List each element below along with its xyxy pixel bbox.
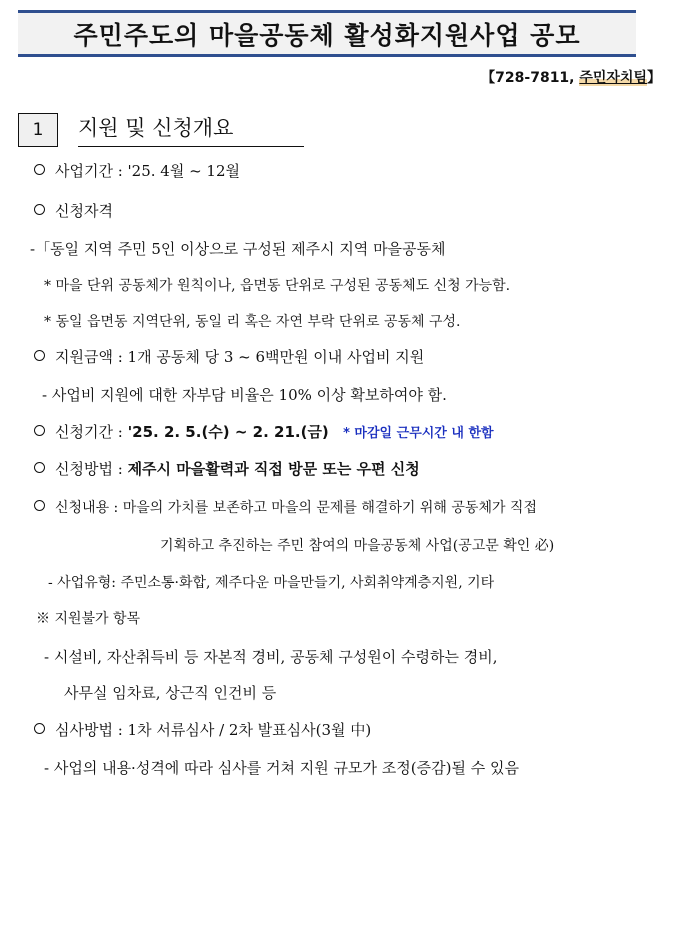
eligibility-note-2: * 동일 읍면동 지역단위, 동일 리 혹은 자연 부락 단위로 공동체 구성. — [44, 314, 461, 330]
exclusion-line-2: 사무실 임차료, 상근직 인건비 등 — [64, 684, 277, 702]
apply-period-note: * 마감일 근무시간 내 한함 — [343, 426, 494, 441]
content-line-2: 기획하고 추진하는 주민 참여의 마을공동체 사업(공고문 확인 必) — [160, 538, 555, 554]
list-item — [34, 201, 113, 221]
apply-period-label: 신청기간 : — [55, 423, 128, 441]
apply-method-value: 제주시 마을활력과 직접 방문 또는 우편 신청 — [127, 460, 420, 478]
list-item — [34, 161, 240, 181]
contact-team: 주민자치팀 — [579, 70, 647, 86]
period-text: 사업기간 : '25. 4월 ~ 12월 — [55, 162, 241, 180]
apply-method-label: 신청방법 : — [55, 460, 128, 478]
list-item — [34, 459, 420, 479]
title-banner — [18, 10, 636, 57]
business-types: - 사업유형: 주민소통·화합, 제주다운 마을만들기, 사회취약계층지원, 기타 — [48, 575, 495, 591]
circle-bullet-icon — [34, 350, 45, 361]
eligibility-text: 신청자격 — [55, 202, 113, 220]
amount-text: 지원금액 : 1개 공동체 당 3 ~ 6백만원 이내 사업비 지원 — [55, 348, 425, 366]
list-item — [34, 720, 371, 740]
circle-bullet-icon — [34, 164, 45, 175]
exclusion-line-1: - 시설비, 자산취득비 등 자본적 경비, 공동체 구성원이 수령하는 경비, — [44, 648, 498, 666]
review-method: 심사방법 : 1차 서류심사 / 2차 발표심사(3월 中) — [55, 721, 372, 739]
eligibility-note-1: * 마을 단위 공동체가 원칙이나, 읍면동 단위로 구성된 공동체도 신청 가능함. — [44, 278, 511, 294]
circle-bullet-icon — [34, 204, 45, 215]
circle-bullet-icon — [34, 500, 45, 511]
review-note: - 사업의 내용·성격에 따라 심사를 거쳐 지원 규모가 조정(증감)될 수 있음 — [44, 759, 519, 777]
contact-phone: 【728-7811, — [481, 70, 580, 86]
contact-info — [481, 67, 661, 87]
eligibility-main: -「동일 지역 주민 5인 이상으로 구성된 제주시 지역 마을공동체 — [30, 240, 446, 258]
amount-note: - 사업비 지원에 대한 자부담 비율은 10% 이상 확보하여야 함. — [42, 386, 447, 404]
section-number: 1 — [18, 113, 58, 147]
apply-period-value: '25. 2. 5.(수) ~ 2. 21.(금) — [127, 423, 329, 441]
content-line-1: 신청내용 : 마을의 가치를 보존하고 마을의 문제를 해결하기 위해 공동체가 직접 — [55, 500, 537, 516]
exclusion-heading: ※ 지원불가 항목 — [36, 611, 141, 627]
list-item — [34, 498, 537, 518]
list-item — [34, 422, 494, 444]
circle-bullet-icon — [34, 462, 45, 473]
circle-bullet-icon — [34, 723, 45, 734]
section-title: 지원 및 신청개요 — [78, 113, 304, 147]
list-item — [34, 347, 424, 367]
contact-close: 】 — [647, 70, 661, 86]
circle-bullet-icon — [34, 425, 45, 436]
page-title: 주민주도의 마을공동체 활성화지원사업 공모 — [73, 20, 581, 50]
